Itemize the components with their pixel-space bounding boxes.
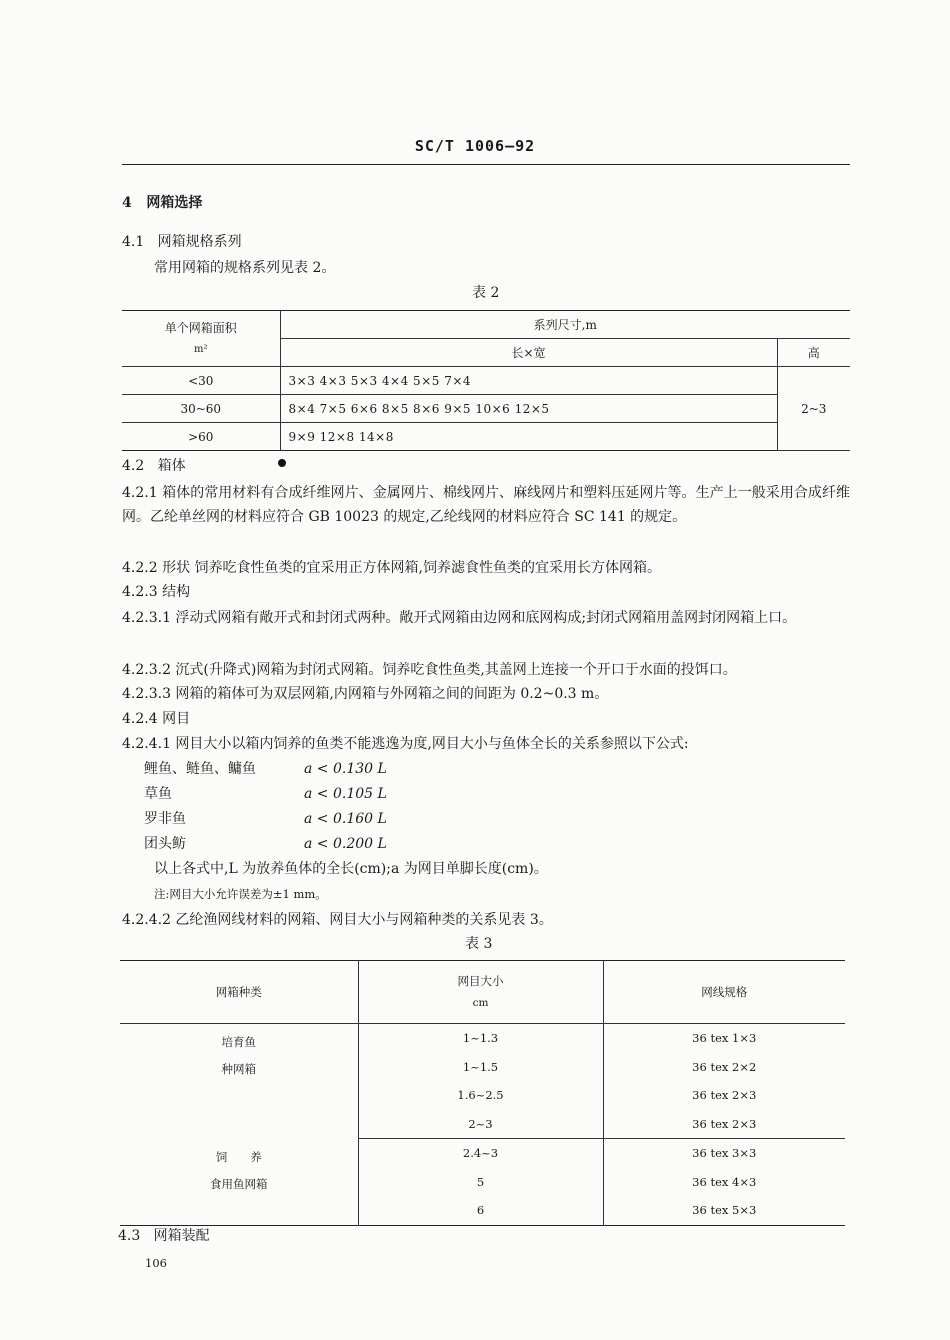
formula-fish-1: 鲤鱼、鲢鱼、鳙鱼 (144, 761, 256, 777)
table-row: 5 36 tex 4×3 (120, 1168, 845, 1197)
page-number: 106 (145, 1256, 167, 1270)
ink-dot (278, 459, 286, 467)
table-3-group-1-kind: 培育鱼 种网箱 (120, 1024, 358, 1139)
document-header: SC/T 1006—92 (414, 137, 536, 155)
table-3-twine-header: 网线规格 (603, 961, 845, 1024)
table-2-series-header: 系列尺寸,m (280, 311, 850, 339)
table-row: 饲 养 食用鱼网箱 2.4~3 36 tex 3×3 (120, 1139, 845, 1168)
table-2-area-header: 单个网箱面积 m² (122, 311, 280, 367)
table-row: 2~3 36 tex 2×3 (120, 1110, 845, 1139)
table-row: 培育鱼 种网箱 1~1.3 36 tex 1×3 (120, 1024, 845, 1053)
table-row: 1.6~2.5 36 tex 2×3 (120, 1081, 845, 1110)
table-2-height-value: 2~3 (777, 367, 850, 451)
section-4-heading: 4 网箱选择 (122, 195, 203, 211)
table-row: 6 36 tex 5×3 (120, 1196, 845, 1225)
section-4-2-3-1: 4.2.3.1 浮动式网箱有敞开式和封闭式两种。敞开式网箱由边网和底网构成;封闭式网箱用盖网封闭网箱上口。 (122, 610, 797, 626)
table-3-caption: 表 3 (465, 936, 493, 952)
formula-fish-2: 草鱼 (144, 786, 172, 802)
formula-fish-4: 团头鲂 (144, 836, 186, 852)
section-4-2-heading: 4.2 箱体 (122, 458, 186, 474)
formula-expr-4: a < 0.200 L (304, 836, 387, 852)
table-row: >60 9×9 12×8 14×8 (122, 423, 850, 451)
table-3 (120, 960, 845, 1226)
table-2-lw-header: 长×宽 (280, 339, 777, 367)
table-row: 30~60 8×4 7×5 6×6 8×5 8×6 9×5 10×6 12×5 (122, 395, 850, 423)
table-row: <30 3×3 4×3 5×3 4×4 5×5 7×4 2~3 (122, 367, 850, 395)
tolerance-note: 注:网目大小允许误差为±1 mm。 (154, 887, 327, 901)
formula-expr-3: a < 0.160 L (304, 811, 387, 827)
section-4-3-heading: 4.3 网箱装配 (118, 1228, 210, 1244)
table-3-mesh-header: 网目大小 cm (358, 961, 603, 1024)
section-4-2-4-1: 4.2.4.1 网目大小以箱内饲养的鱼类不能逃逸为度,网目大小与鱼体全长的关系参照以下公式: (122, 736, 689, 752)
section-4-2-2: 4.2.2 形状 饲养吃食性鱼类的宜采用正方体网箱,饲养滤食性鱼类的宜采用长方体网箱。 (122, 560, 661, 576)
table-3-kind-header: 网箱种类 (120, 961, 358, 1024)
section-4-2-3-2: 4.2.3.2 沉式(升降式)网箱为封闭式网箱。饲养吃食性鱼类,其盖网上连接一个开口于水面的投饵口。 (122, 662, 737, 678)
formula-expr-2: a < 0.105 L (304, 786, 387, 802)
section-4-1-text: 常用网箱的规格系列见表 2。 (154, 260, 336, 276)
table-row: 1~1.5 36 tex 2×2 (120, 1053, 845, 1082)
section-4-2-1: 4.2.1 箱体的常用材料有合成纤维网片、金属网片、棉线网片、麻线网片和塑料压延网片等。生产上一般采用合成纤维网。乙纶单丝网的材料应符合 GB 10023 的规定,乙纶线网的材料应符合 SC 141 的规定。 (122, 485, 850, 525)
section-4-2-3-3: 4.2.3.3 网箱的箱体可为双层网箱,内网箱与外网箱之间的间距为 0.2~0.3 m。 (122, 686, 609, 702)
section-4-2-4-2: 4.2.4.2 乙纶渔网线材料的网箱、网目大小与网箱种类的关系见表 3。 (122, 912, 553, 928)
table-2 (122, 310, 850, 451)
formula-fish-3: 罗非鱼 (144, 811, 186, 827)
table-2-height-header: 高 (777, 339, 850, 367)
header-rule (122, 164, 850, 165)
formula-expr-1: a < 0.130 L (304, 761, 387, 777)
section-4-2-3: 4.2.3 结构 (122, 584, 191, 600)
table-3-group-2-kind: 饲 养 食用鱼网箱 (120, 1139, 358, 1226)
formula-note: 以上各式中,L 为放养鱼体的全长(cm);a 为网目单脚长度(cm)。 (154, 861, 548, 877)
section-4-2-4: 4.2.4 网目 (122, 711, 191, 727)
table-2-caption: 表 2 (472, 285, 500, 301)
section-4-1-heading: 4.1 网箱规格系列 (122, 234, 242, 250)
